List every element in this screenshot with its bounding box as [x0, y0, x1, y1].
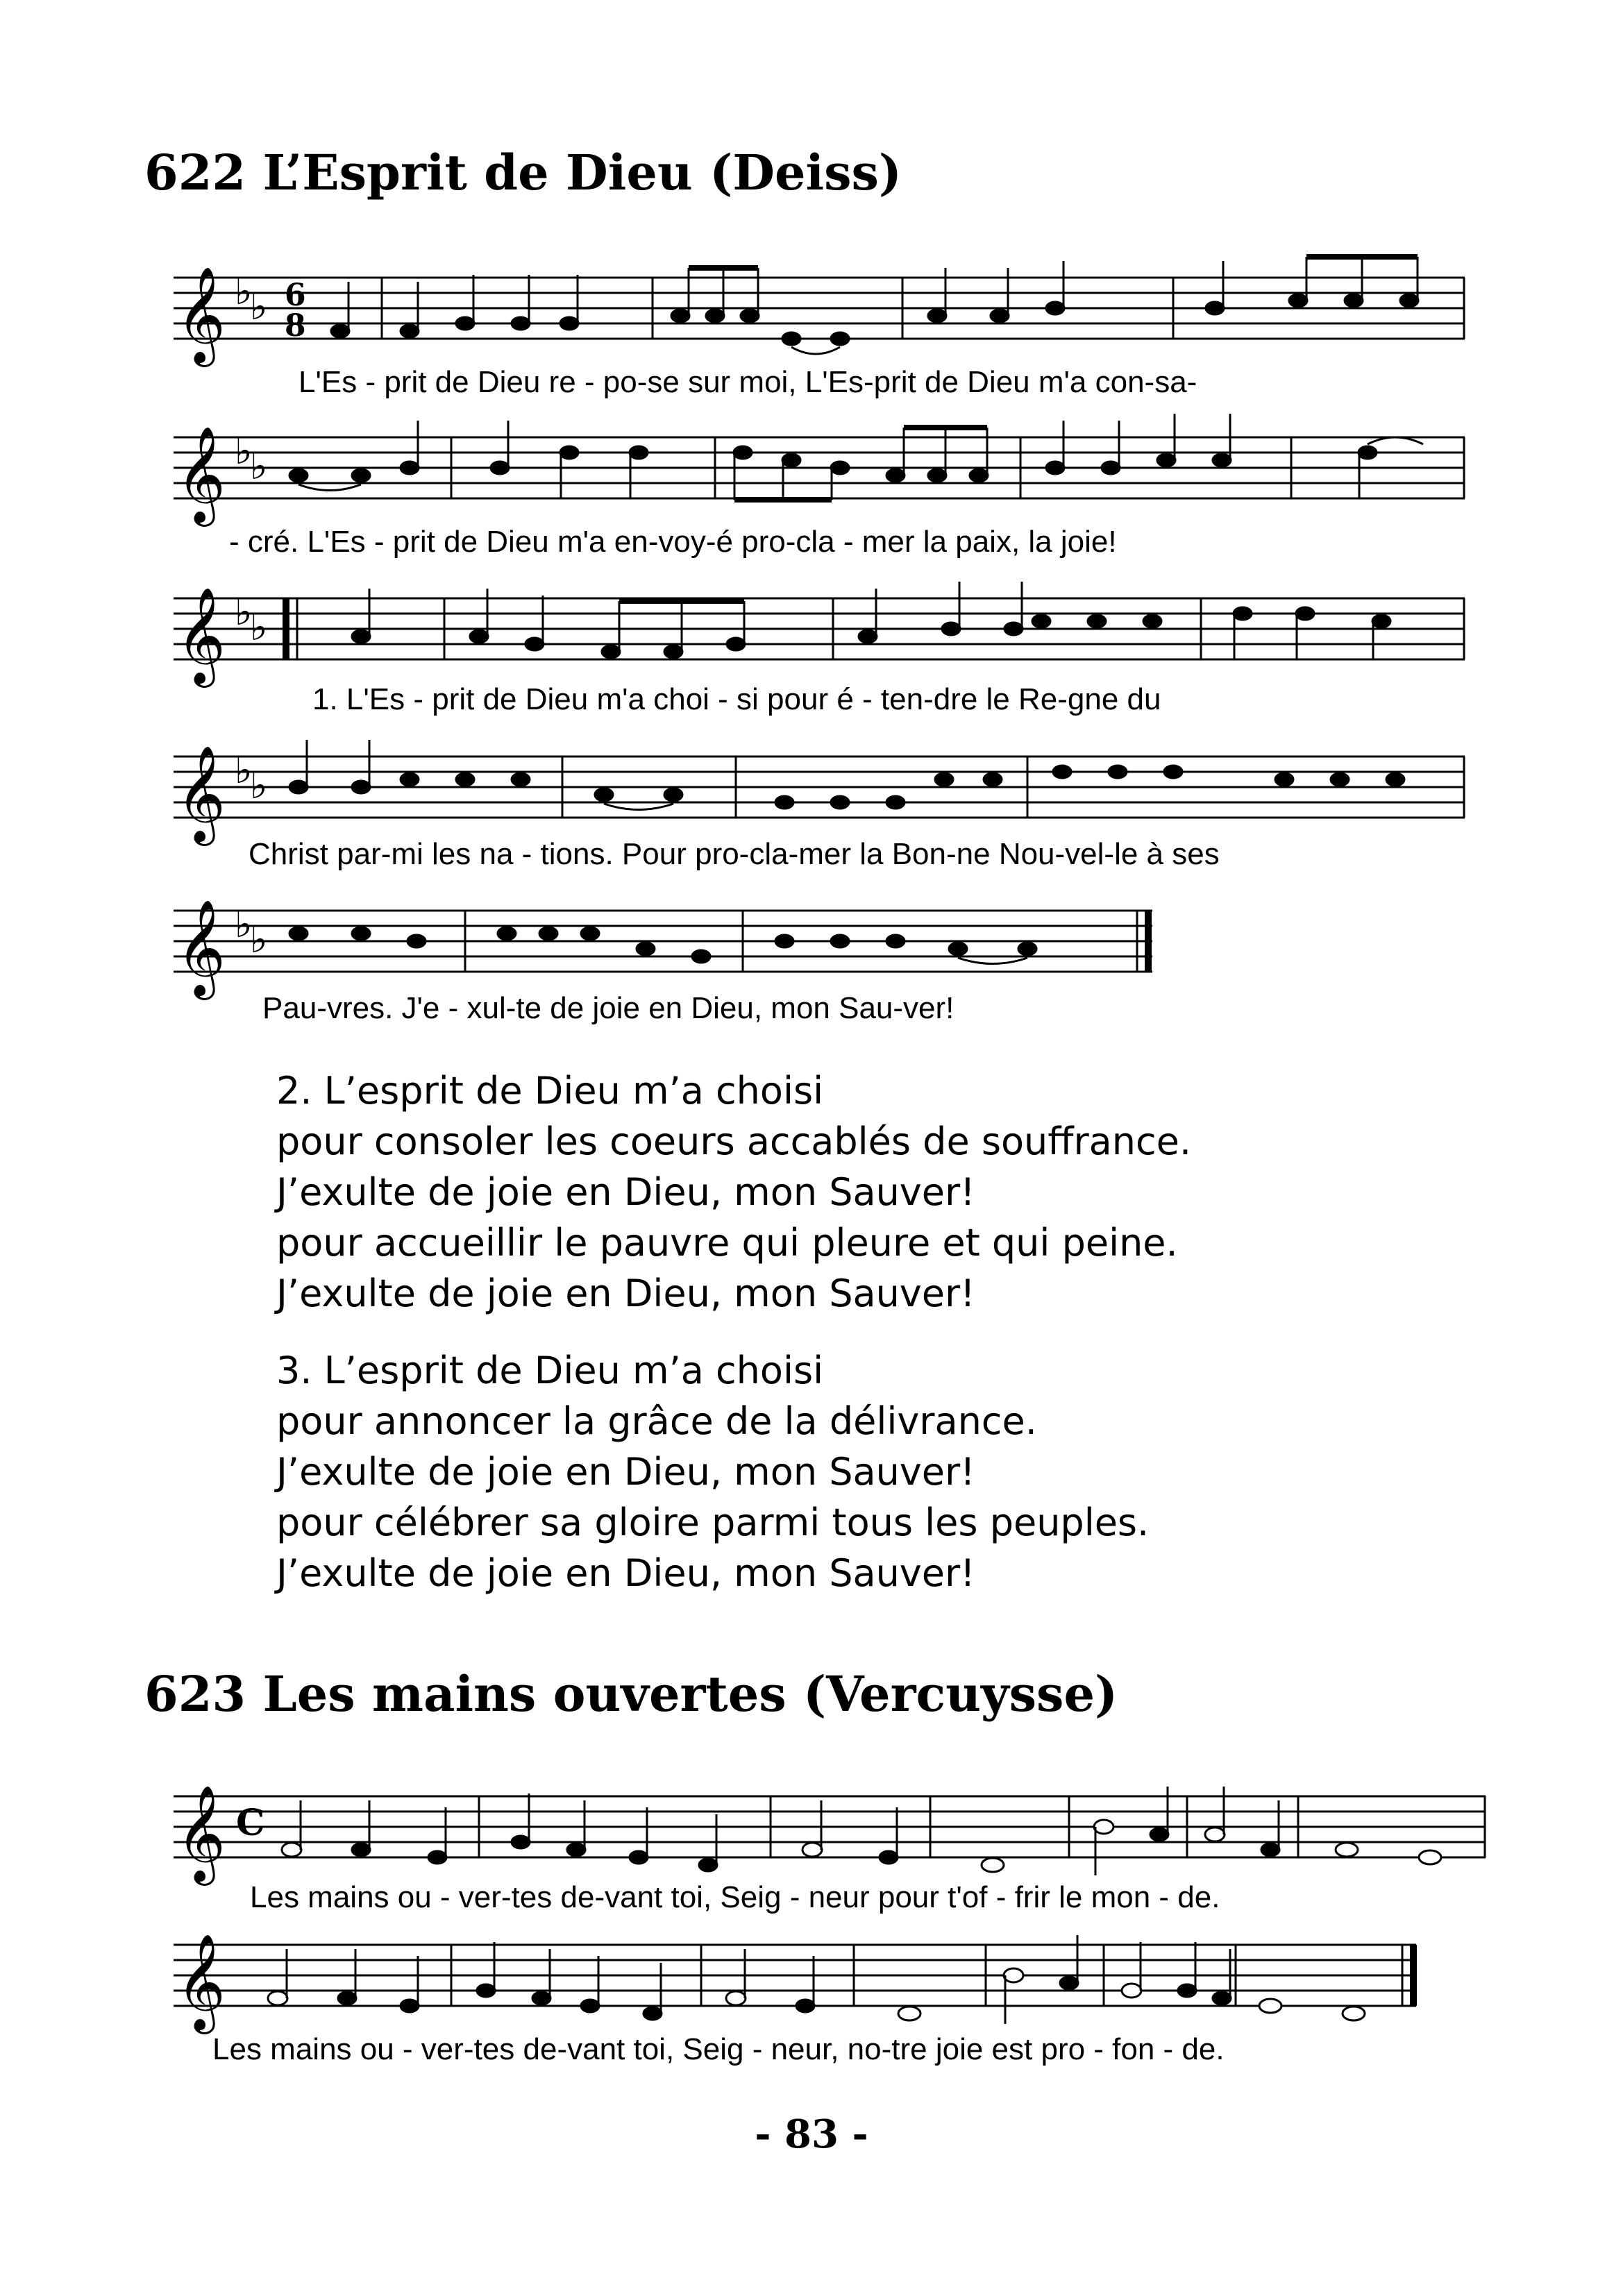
staff-lyrics: Les mains ou - ver-tes de-vant toi, Seig - neur pour t'of - frir le mon - de.: [250, 1880, 1220, 1914]
hymn-622-staff-4: [174, 729, 1465, 888]
treble-clef-icon: 𝄞: [176, 900, 226, 996]
flat-icon: ♭: [235, 902, 253, 946]
verse-line: 3. L’esprit de Dieu m’a choisi: [276, 1349, 824, 1392]
verse-line: pour annoncer la grâce de la délivrance.: [276, 1399, 1037, 1443]
staff-lyrics: Les mains ou - ver-tes de-vant toi, Seig - neur, no-tre joie est pro - fon - de.: [212, 2032, 1225, 2066]
flat-icon: ♭: [250, 918, 268, 961]
verse-line: pour célébrer sa gloire parmi tous les peuples.: [276, 1501, 1150, 1544]
flat-icon: ♭: [235, 269, 253, 313]
verse-line: J’exulte de joie en Dieu, mon Sauver!: [276, 1551, 975, 1595]
verse-line: J’exulte de joie en Dieu, mon Sauver!: [276, 1272, 975, 1315]
hymn-623-staff-2: [174, 1917, 1492, 2077]
hymn-623-title: 623 Les mains ouvertes (Vercuysse): [144, 1665, 1118, 1723]
hymn-622-staff-2: [174, 410, 1465, 569]
verse-3: [276, 1345, 1149, 1598]
verse-line: pour accueillir le pauvre qui pleure et qui peine.: [276, 1221, 1178, 1265]
hymn-622-staff-3: [174, 571, 1465, 730]
verse-line: J’exulte de joie en Dieu, mon Sauver!: [276, 1170, 975, 1214]
hymn-622-staff-5: [174, 883, 1465, 1043]
time-signature: 8: [285, 308, 306, 344]
hymn-623-staff-1: [174, 1769, 1492, 1928]
treble-clef-icon: 𝄞: [176, 587, 226, 684]
treble-clef-icon: 𝄞: [176, 1785, 226, 1882]
page-number: - 83 -: [755, 2111, 868, 2157]
verse-line: 2. L’esprit de Dieu m’a choisi: [276, 1069, 824, 1113]
flat-icon: ♭: [250, 605, 268, 649]
flat-icon: ♭: [250, 444, 268, 488]
treble-clef-icon: 𝄞: [176, 745, 226, 842]
flat-icon: ♭: [235, 748, 253, 792]
treble-clef-icon: 𝄞: [176, 267, 226, 363]
common-time-icon: C: [236, 1802, 265, 1844]
verse-2: [276, 1065, 1191, 1319]
staff-lyrics: 1. L'Es - prit de Dieu m'a choi - si pour é - ten-dre le Re-gne du: [312, 682, 1161, 716]
flat-icon: ♭: [250, 285, 268, 328]
staff-lines: [174, 278, 1465, 339]
time-signature: 6: [285, 278, 306, 313]
hymn-622-staff-1: [174, 250, 1465, 410]
verse-line: pour consoler les coeurs accablés de souffrance.: [276, 1120, 1192, 1163]
staff-lyrics: Pau-vres. J'e - xul-te de joie en Dieu, mon Sau-ver!: [262, 991, 955, 1025]
hymn-622-title: 622 L’Esprit de Dieu (Deiss): [144, 144, 902, 201]
verse-line: J’exulte de joie en Dieu, mon Sauver!: [276, 1450, 975, 1494]
treble-clef-icon: 𝄞: [176, 426, 226, 523]
staff-lyrics: - cré. L'Es - prit de Dieu m'a en-voy-é pro-cla - mer la paix, la joie!: [229, 525, 1117, 559]
treble-clef-icon: 𝄞: [176, 1934, 226, 2030]
staff-lyrics: L'Es - prit de Dieu re - po-se sur moi, L'Es-prit de Dieu m'a con-sa-: [298, 365, 1197, 399]
staff-lyrics: Christ par-mi les na - tions. Pour pro-cla-mer la Bon-ne Nou-vel-le à ses: [249, 837, 1220, 871]
flat-icon: ♭: [250, 763, 268, 807]
flat-icon: ♭: [235, 429, 253, 473]
flat-icon: ♭: [235, 590, 253, 634]
